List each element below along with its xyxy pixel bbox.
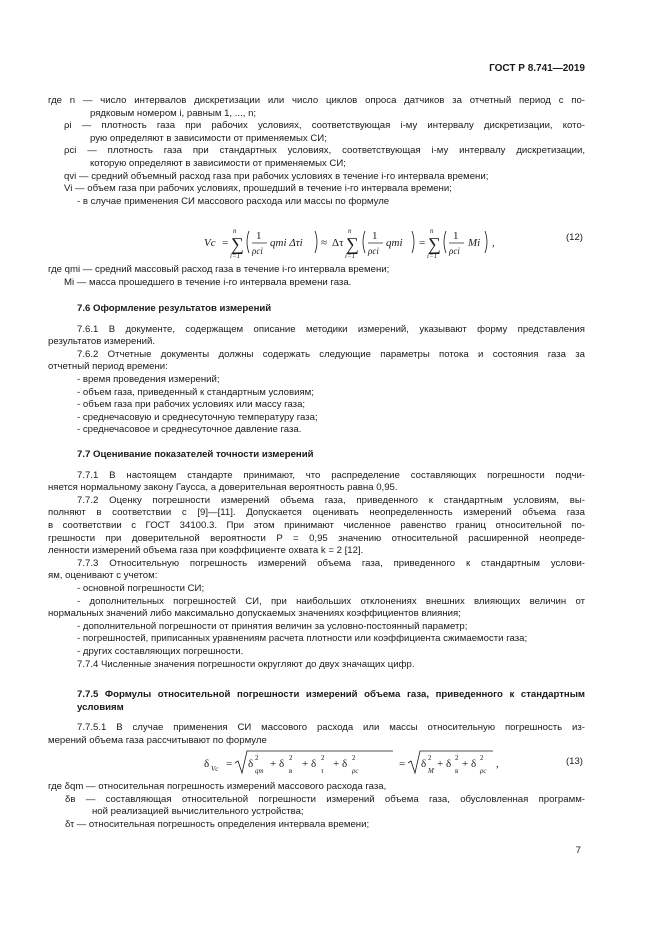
eq-term: + δ [302,758,317,770]
text-line: где n — число интервалов дискретизации или число циклов опроса датчиков за отчетный период c по- [48,95,585,106]
eq-term: qmi Δτi [270,237,303,249]
eq-term: i=1 [427,252,438,260]
list-item: - погрешностей, приписанных уравнениям расчета плотности или коэффициента сжимаемости газа; [77,633,528,645]
text-line: полняют в соответствии с [9]—[11]. Допускается оценивать неопределенность измерений объема газа [48,507,585,519]
eq-term: ∑ [231,234,244,254]
text-line: δв — составляющая относительной погрешности измерений объема газа, обусловленная программ- [65,793,585,805]
eq-term: = [419,237,426,249]
eq-term: в [455,767,459,775]
equation-number: (12) [565,232,583,243]
section-heading: 7.6 Оформление результатов измерений [77,303,272,314]
text-line: рядковым номером i, равным 1, ..., n; [90,107,257,119]
eq-term: 1 [372,230,378,242]
eq-term: = [399,758,406,770]
text-line: которую определяют в зависимости от применяемых СИ; [90,157,346,169]
text-line: ям, оценивают с учетом: [48,570,158,582]
list-item: - дополнительных погрешностей СИ, при наибольших отклонениях внешних влияющих величин от [77,595,585,607]
eq-term: , [496,758,499,770]
eq-term: 2 [255,754,259,762]
text-line: результатов измерений. [48,336,156,348]
equation-13-formula [48,747,528,783]
text-line: qvi — средний объемный расход газа при рабочих условиях в течение i-го интервала времени; [64,170,489,182]
eq-term: i=1 [230,252,241,260]
text-line: 7.6.2 Отчетные документы должны содержать следующие параметры потока и состояния газа за [77,348,585,360]
page-number: 7 [575,845,581,856]
where-block-2 [48,264,585,289]
text-line: отчетный период времени: [48,361,168,373]
standard-code: ГОСТ Р 8.741—2019 [489,63,585,74]
text-line: Vi — объем газа при рабочих условиях, прошедший в течение i-го интервала времени; [64,183,452,195]
equation-12 [48,223,585,259]
eq-term: qm [255,767,264,775]
eq-term: ρc [480,767,487,775]
text-line: ленности измерений объема газа при коэффициенте охвата k = 2 [12]. [48,545,364,557]
eq-term: Mi [468,237,481,249]
equation-13 [48,747,585,783]
eq-term: M [428,767,434,775]
text-line: где qmi — средний массовый расход газа в течение i-го интервала времени; [48,264,390,275]
eq-term: Vc [211,765,219,773]
section-7-6 [48,303,585,437]
text-line: 7.7.1 В настоящем стандарте принимают, что распределение составляющих погрешности подчи- [77,469,585,481]
text-line: δτ — относительная погрешность определения интервала времени; [65,818,370,830]
eq-term: 2 [321,754,325,762]
where-block-3 [48,781,585,831]
eq-term: + δ [462,758,477,770]
equation-number: (13) [565,756,583,767]
text-line: 7.7.5.1 В случае применения СИ массового расхода или массы относительную погрешность из- [77,722,585,734]
text-line: ной реализацией вычислительного устройства; [92,806,304,818]
section-heading: условиям [77,701,124,713]
eq-term: + δ [270,758,285,770]
eq-term: ∑ [346,234,359,254]
equation-12-formula [48,223,528,263]
eq-term: 2 [428,754,432,762]
text-line: в соответствии с ГОСТ 34100.3. При этом принимают численное равенство границ относительной по- [48,519,585,531]
eq-term: 2 [352,754,356,762]
eq-term: δ [421,758,427,770]
text-line: ρci — плотность газа при стандартных условиях, соответствующая i-му интервалу дискретизации, [64,145,585,157]
eq-term: n [233,227,237,235]
eq-term: qmi [386,237,403,249]
list-item: - объем газа при рабочих условиях или массу газа; [77,399,306,411]
text-line: нормальных значений либо максимально допускаемых значениях коэффициентов влияния; [48,608,461,620]
eq-term: Vc [204,237,216,249]
eq-term: n [430,227,434,235]
text-line: 7.7.3 Относительную погрешность измерений объема газа, приведенного к стандартным услови- [77,557,585,569]
text-line: - в случае применения СИ массового расхода или массы по формуле [77,195,390,207]
eq-term: ∑ [428,234,441,254]
eq-term: i=1 [345,252,356,260]
text-line: мерений объема газа рассчитывают по формуле [48,734,267,746]
eq-term: , [492,237,495,249]
text-line: 7.7.2 Оценку погрешности измерений объема газа, приведенного к стандартным условиям, вы- [77,494,585,506]
eq-term: + δ [333,758,348,770]
eq-term: 2 [289,754,293,762]
eq-term: n [348,227,352,235]
where-block-1 [48,95,585,208]
text-line: ρi — плотность газа при рабочих условиях, соответствующая i-му интервалу дискретизации, кото- [64,120,585,132]
text-line: рую определяют в зависимости от применяемых СИ; [90,132,327,144]
eq-term: 2 [455,754,459,762]
eq-term: ≈ [321,237,328,249]
eq-term: в [289,767,293,775]
eq-term: = [222,237,229,249]
eq-term: δ [204,758,210,770]
section-heading: 7.7.5 Формулы относительной погрешности измерений объема газа, приведенного к стандартным [77,689,585,700]
eq-term: 1 [453,230,459,242]
eq-term: = [226,758,233,770]
section-7-7-5 [48,689,585,747]
eq-term: ρci [252,246,263,256]
list-item: - среднечасовую и среднесуточную температуру газа; [77,411,318,423]
text-line: 7.7.4 Численные значения погрешности округляют до двух значащих цифр. [77,658,415,670]
list-item: - объем газа, приведенный к стандартным условиям; [77,386,314,398]
eq-term: 2 [480,754,484,762]
section-heading: 7.7 Оценивание показателей точности измерений [77,449,314,460]
eq-term: ρci [368,246,379,256]
text-line: няется нормальному закону Гаусса, а доверительная вероятность равна 0,95. [48,482,398,494]
eq-term: δ [248,758,254,770]
list-item: - среднечасовое и среднесуточное давление газа. [77,424,302,436]
list-item: - время проведения измерений; [77,373,220,385]
section-7-7 [48,449,585,671]
eq-term: ρci [449,246,460,256]
text-line: где δqm — относительная погрешность измерений массового расхода газа, [48,781,387,792]
text-line: 7.6.1 В документе, содержащем описание методики измерений, указывают форму представления [77,323,585,335]
list-item: - других составляющих погрешности. [77,645,244,657]
text-line: грешности при доверительной вероятности P = 0,95 значению относительной расширенной неопреде- [48,532,585,544]
eq-term: ρc [352,767,359,775]
eq-term: Δτ [332,237,344,249]
eq-term: + δ [437,758,452,770]
text-line: Mi — масса прошедшего в течение i-го интервала времени газа. [64,276,352,288]
list-item: - основной погрешности СИ; [77,582,205,594]
list-item: - дополнительной погрешности от принятия величин за условно-постоянный параметр; [77,620,468,632]
eq-term: 1 [256,230,262,242]
eq-term: τ [321,767,324,775]
